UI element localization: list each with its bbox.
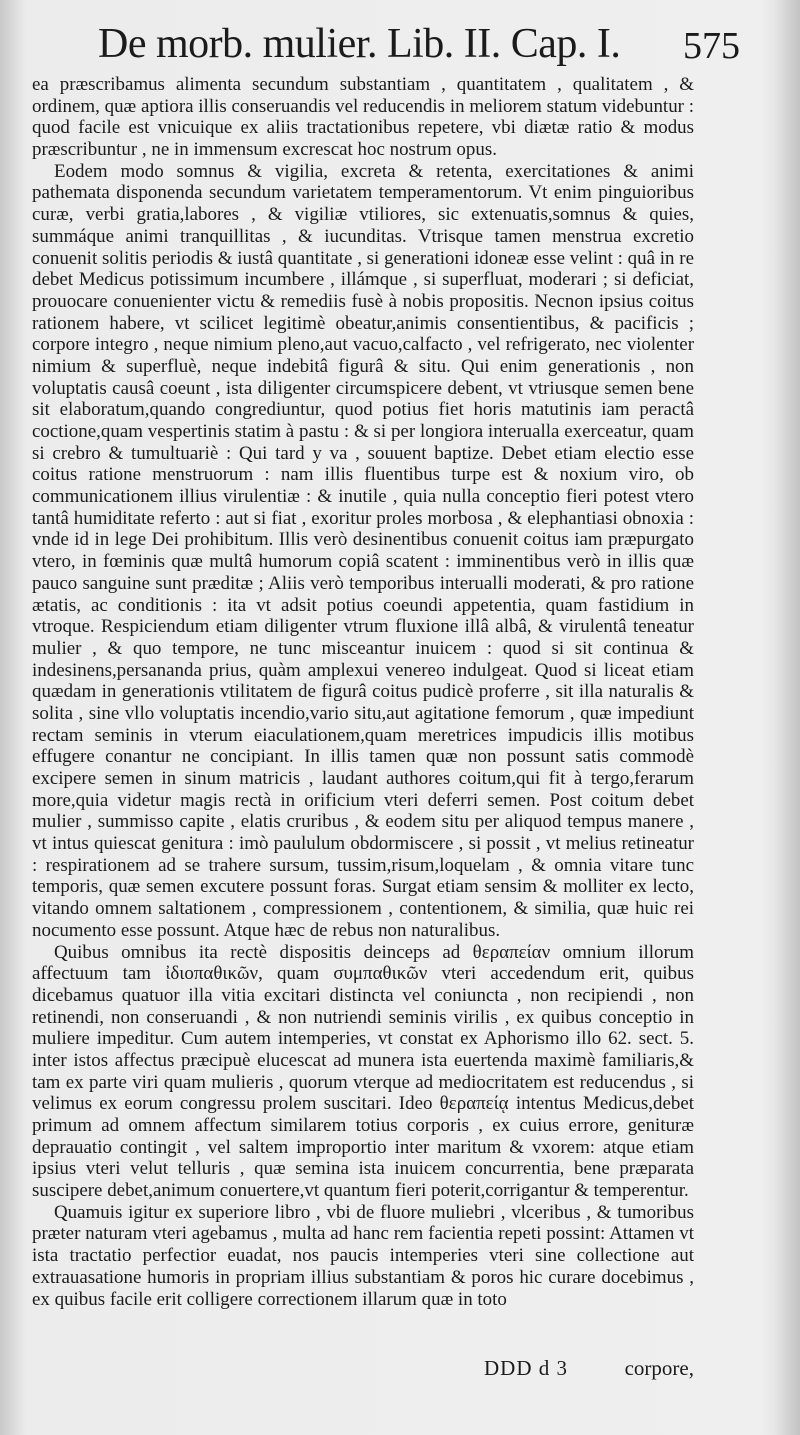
paragraph: ea præscribamus alimenta secundum substantiam , quantitatem , qualitatem , & ordinem, quæ aptiora illis conseruandis vel reducendis in meliorem statum videbuntur : quod facile est vnicuique ex aliis tractationibus repetere, vbi diætæ ratio & modus præscribuntur , ne in immensum excrescat hoc nostrum opus. <box>32 74 694 161</box>
signature-mark: DDD d 3 <box>484 1356 568 1380</box>
page-number: 575 <box>683 25 740 67</box>
running-title: De morb. mulier. Lib. II. Cap. I. <box>98 21 621 67</box>
page-header <box>98 20 740 76</box>
paragraph: Quamuis igitur ex superiore libro , vbi de fluore muliebri , vlceribus , & tumoribus præter naturam vteri agebamus , multa ad hanc rem facientia repeti possint: Attamen vt ista tractatio perfectior euadat, nos paucis intemperies vteri sine collectione aut extrauasatione humoris in propriam illius substantiam & poros hic curare docebimus , ex quibus facile erit colligere correctionem illarum quæ in toto <box>32 1201 694 1310</box>
paragraph: Quibus omnibus ita rectè dispositis deinceps ad θεραπείαν omnium illorum affectuum tam ἰδιοπαθικῶν, quam συμπαθικῶν vteri accedendum erit, quibus dicebamus quatuor illa vitia excitari distincta vel coniuncta , non recipiendi , non retinendi, non conseruandi , & non nutriendi seminis virilis , ex quibus conceptio in muliere impeditur. Cum autem intemperies, vt constat ex Aphorismo illo 62. sect. 5. inter istos affectus præcipuè elucescat ad munera ista euertenda maximè familiaris,& tam ex parte viri quam mulieris , quorum vterque ad mediocritatem est reducendus , si velimus ex eorum congressu prolem suscitari. Ideo θεραπείᾳ intentus Medicus,debet primum ad omnem affectum similarem totius corporis , ex cuius errore, genituræ deprauatio contingit , vel saltem improportio inter maritum & vxorem: atque etiam ipsius vteri velut telluris , quæ semina ista inuicem concurrentia, bene præparata suscipere debet,animum conuertere,vt quantum fieri poterit,corrigantur & temperentur. <box>32 941 694 1202</box>
paragraph: Eodem modo somnus & vigilia, excreta & retenta, exercitationes & animi pathemata disponenda secundum varietatem temperamentorum. Vt enim pinguioribus curæ, verbi gratia,labores , & vigiliæ vtiliores, sic extenuatis,somnus & quies, summáque animi tranquillitas , & iucunditas. Vtrisque tamen menstrua excretio conuenit solitis periodis & iustâ quantitate , si generationi idoneæ esse velint : quâ in re debet Medicus potissimum incumbere , illámque , si superfluat, moderari ; si deficiat, prouocare conuenienter victu & remediis fusè à nobis propositis. Necnon ipsius coitus rationem habere, vt scilicet legitimè obeatur,animis consentientibus, & pacificis ; corpore integro , neque nimium pleno,aut vacuo,calfacto , vel refrigerato, nec violenter nimium & superfluè, neque indebitâ figurâ & situ. Qui enim generationis , non voluptatis causâ coeunt , ista diligenter circumspicere debent, vt vtriusque semen bene sit elaboratum,quando congrediuntur, quod potius fiet horis matutinis iam peractâ coctione,quam vespertinis statim à pastu : & si per longiora interualla exerceatur, quam si crebro & tumultuariè : Qui tard y va , souuent baptize. Debet etiam electio esse coitus ratione menstruorum : nam illis fluentibus turpe est & noxium viro, ob communicationem illius virulentiæ : & inutile , quia nulla conceptio fieri potest vtero tantâ humiditate referto : aut si fiat , exoritur proles morbosa , & elephantiasi obnoxia : vnde id in lege Dei prohibitum. Illis verò desinentibus conuenit coitus iam præpurgato vtero, in fœminis quæ multâ humorum copiâ scatent : imminentibus verò in illis quæ pauco sanguine sunt præditæ ; Aliis verò temporibus interualli moderati, & pro ratione ætatis, ac conditionis : ita vt adsit potius coeundi appetentia, quam fastidium in vtroque. Respiciendum etiam diligenter vtrum fluxione illâ albâ, & virulentâ teneatur mulier , & quo tempore, ne tunc misceantur inuicem : quod si sit continua & indesinens,persananda prius, quàm amplexui venereo indulgeat. Quod si liceat etiam quædam in generationis vtilitatem de figurâ coitus pudicè proferre , sit illa naturalis & solita , sine vllo voluptatis incendio,vario situ,aut agitatione femorum , quæ impediunt rectam seminis in vterum eiaculationem,quam meretrices impudicis illis motibus effugere conantur ne concipiant. In illis tamen quæ non possunt satis commodè excipere semen in sinum matricis , laudant authores coitum,qui fit à tergo,ferarum more,quia videtur magis rectà in orificium vteri deferri semen. Post coitum debet mulier , summisso capite , elatis cruribus , & eodem situ per aliquod tempus manere , vt intus quiescat genitura : imò paululum obdormiscere , si possit , vt melius retineatur : respirationem ad se trahere sursum, tussim,risum,loquelam , & omnia vitare tunc temporis, quæ semen excutere possunt foras. Surgat etiam sensim & molliter ex lecto, vitando omnem saltationem , compressionem , contentionem, & similia, quæ huic rei nocumento esse possunt. Atque hæc de rebus non naturalibus. <box>32 160 694 941</box>
page-edge-shadow <box>774 0 800 1435</box>
catchword: corpore, <box>624 1356 694 1380</box>
text-body <box>32 74 694 1310</box>
page-footer <box>32 1356 694 1382</box>
